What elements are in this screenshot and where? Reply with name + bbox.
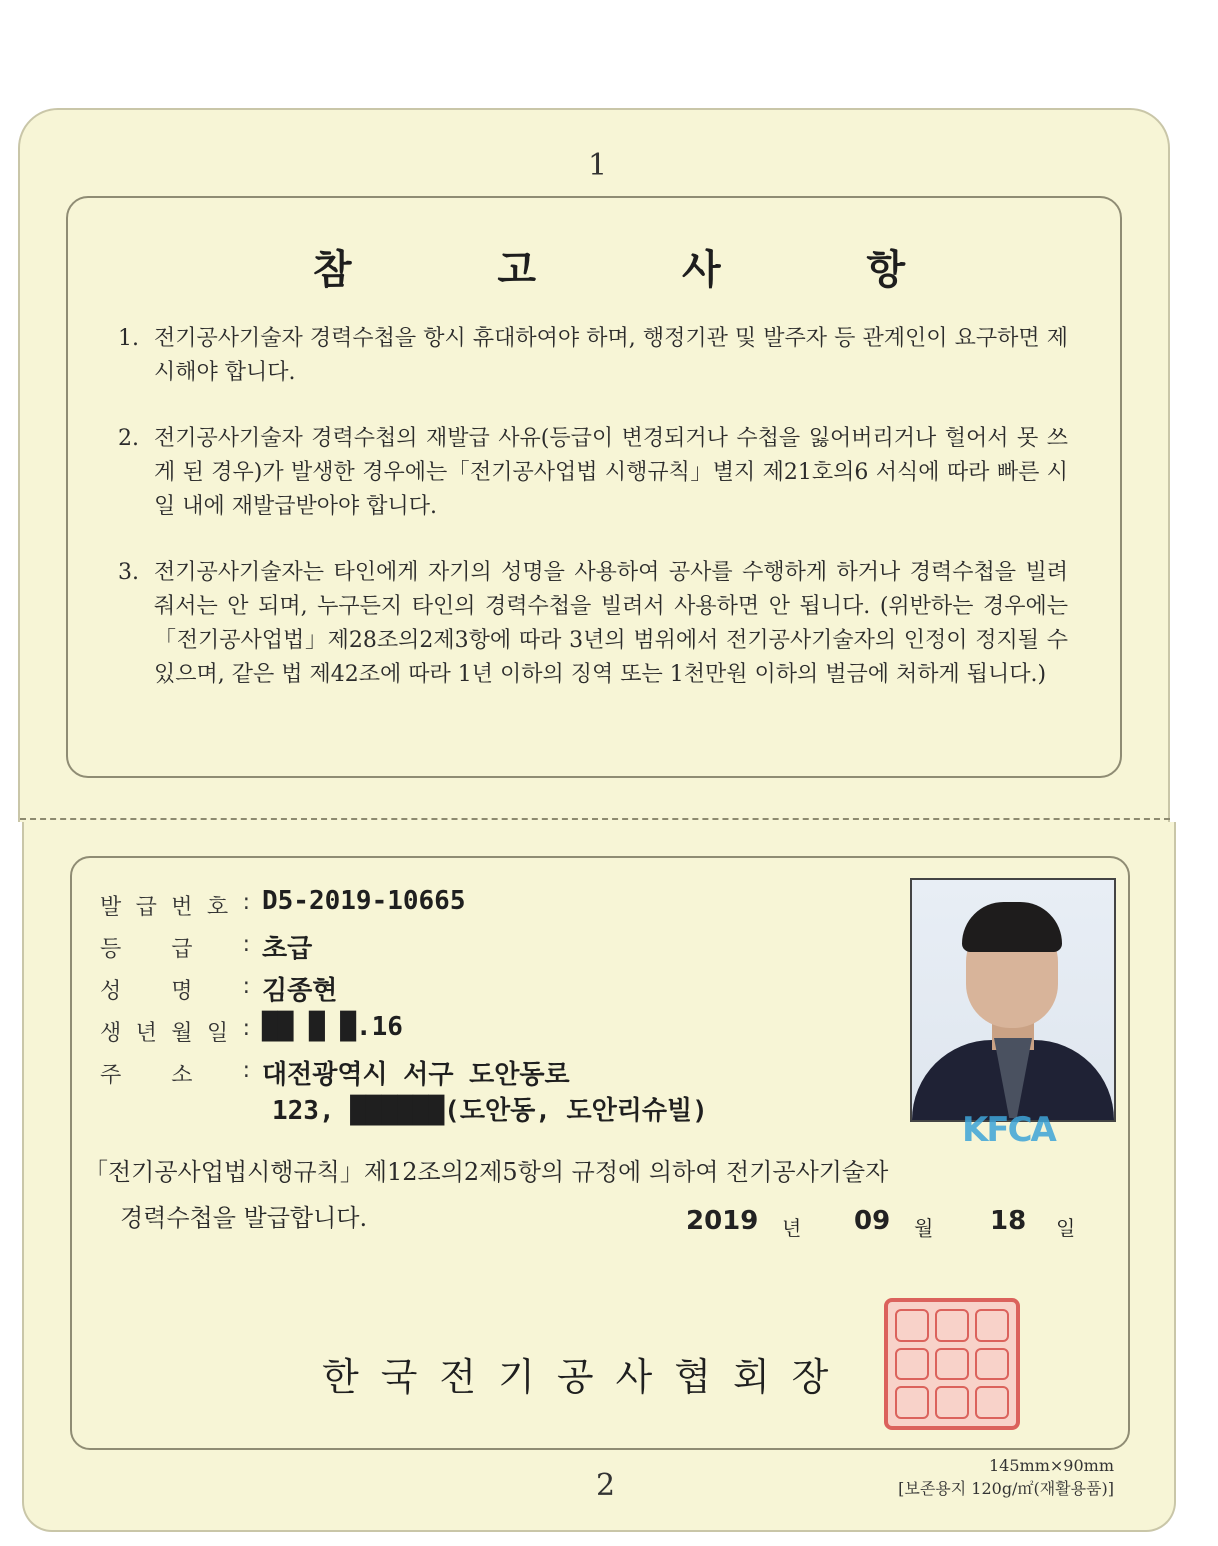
issue-month: 09 (854, 1206, 891, 1236)
issue-statement-line1: 「전기공사업법시행규칙」제12조의2제5항의 규정에 의하여 전기공사기술자 (84, 1158, 889, 1186)
day-unit: 일 (1056, 1216, 1076, 1240)
field-label-issue-number: 발 급 번 호 : (100, 890, 250, 920)
note-number: 1. (118, 326, 139, 351)
field-label-name: 성 명 : (100, 974, 250, 1004)
note-item (118, 422, 1068, 524)
notes-title: 참 고 사 항 (312, 247, 972, 293)
birthdate-value: ██ █ █.16 (262, 1012, 403, 1042)
note-item (118, 556, 1068, 692)
official-seal-icon (884, 1298, 1020, 1430)
note-item (118, 322, 1068, 390)
spec-paper: [보존용지 120g/㎡(재활용품)] (898, 1479, 1114, 1498)
note-text: 전기공사기술자는 타인에게 자기의 성명을 사용하여 공사를 수행하게 하거나 경력수첩을 빌려 줘서는 안 되며, 누구든지 타인의 경력수첩을 빌려서 사용하면 안 됩니다. (위반하는 경우에는「전기공사업법」제28조의2제3항에 따라 3년의 범위에서 전기공사기술자의 인정이 정지될 수 있으며, 같은 법 제42조에 따라 1년 이하의 징역 또는 1천만원 이하의 벌금에 처하게 됩니다.) (154, 560, 1068, 687)
issue-day: 18 (990, 1206, 1027, 1236)
issue-statement-line2: 경력수첩을 발급합니다. (120, 1204, 368, 1232)
note-text: 전기공사기술자 경력수첩을 항시 휴대하여야 하며, 행정기관 및 발주자 등 관계인이 요구하면 제시해야 합니다. (154, 326, 1068, 385)
spec-size: 145mm×90mm (989, 1456, 1114, 1475)
field-label-birthdate: 생 년 월 일 : (100, 1016, 250, 1046)
field-label-address: 주 소 : (100, 1058, 250, 1088)
address-line-2: 123, ██████(도안동, 도안리슈빌) (272, 1096, 708, 1126)
issuer-name: 한국전기공사협회장 (322, 1355, 851, 1399)
id-photo (910, 878, 1116, 1122)
note-text: 전기공사기술자 경력수첩의 재발급 사유(등급이 변경되거나 수첩을 잃어버리거나 헐어서 못 쓰게 된 경우)가 발생한 경우에는「전기공사업법 시행규칙」별지 제21호의6 서식에 따라 빠른 시일 내에 재발급받아야 합니다. (154, 426, 1068, 519)
kfca-logo: KFCA (962, 1110, 1055, 1150)
grade-value: 초급 (262, 934, 313, 964)
page-number-1: 1 (588, 148, 608, 183)
note-number: 2. (118, 426, 139, 451)
page-number-2: 2 (596, 1468, 616, 1503)
month-unit: 월 (914, 1216, 934, 1240)
issue-number-value: D5-2019-10665 (262, 886, 466, 916)
name-value: 김종현 (262, 976, 338, 1006)
note-number: 3. (118, 560, 139, 585)
fold-line (20, 818, 1170, 830)
issue-year: 2019 (686, 1206, 759, 1236)
year-unit: 년 (782, 1216, 802, 1240)
field-label-grade: 등 급 : (100, 932, 250, 962)
address-value: 대전광역시 서구 도안동로 (262, 1060, 570, 1090)
